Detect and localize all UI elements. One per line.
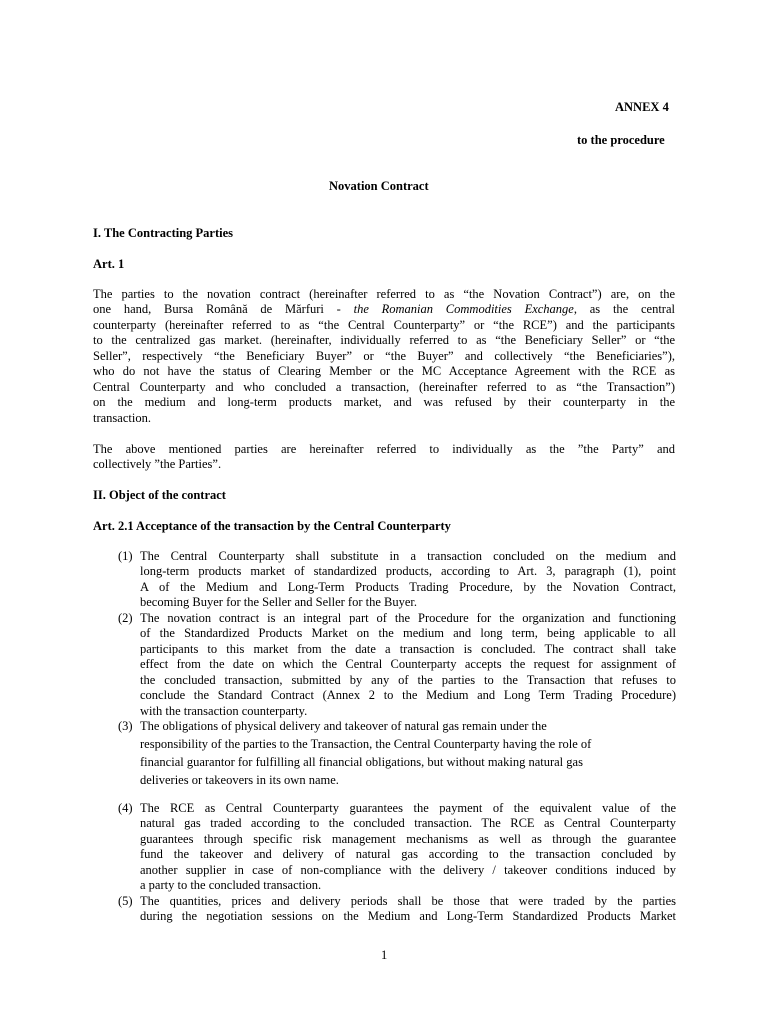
list-item-line: another supplier in case of non-compliance with the delivery / takeover conditions induced by	[140, 863, 676, 877]
paragraph-line: on the medium and long-term products market, and was refused by their counterparty in the	[93, 395, 675, 409]
paragraph-line: counterparty (hereinafter referred to as “the Central Counterparty” or “the RCE”) and the participants	[93, 318, 675, 332]
list-item-line: a party to the concluded transaction.	[140, 878, 322, 892]
article-2-1-heading: Art. 2.1 Acceptance of the transaction by the Central Counterparty	[93, 519, 451, 533]
list-item-line: during the negotiation sessions on the Medium and Long-Term Standardized Products Market	[140, 909, 676, 923]
paragraph-line: collectively ”the Parties”.	[93, 457, 222, 471]
page-number: 1	[381, 948, 388, 962]
section-2-heading: II. Object of the contract	[93, 488, 226, 502]
list-item-number: (2)	[118, 611, 133, 625]
list-item-line: fund the takeover and delivery of natural gas according to the transaction concluded by	[140, 847, 676, 861]
list-item-line: The quantities, prices and delivery periods shall be those that were traded by the parties	[140, 894, 676, 908]
paragraph-line: The parties to the novation contract (hereinafter referred to as “the Novation Contract”) are, on the	[93, 287, 675, 301]
paragraph-line: Seller”, respectively “the Beneficiary Buyer” or “the Buyer” and collectively “the Beneficiaries”),	[93, 349, 675, 363]
list-item-line: of the Standardized Products Market on the medium and long term, being applicable to all	[140, 626, 676, 640]
list-item-number: (5)	[118, 894, 133, 908]
list-item-line: conclude the Standard Contract (Annex 2 to the Medium and Long Term Trading Procedure)	[140, 688, 676, 702]
paragraph-line: who do not have the status of Clearing Member or the MC Acceptance Agreement with the RCE as	[93, 364, 675, 378]
list-item-number: (3)	[118, 719, 133, 733]
section-1-heading: I. The Contracting Parties	[93, 226, 234, 240]
list-item-line: The Central Counterparty shall substitute in a transaction concluded on the medium and	[140, 549, 676, 563]
list-item-line: A of the Medium and Long-Term Products Trading Procedure, by the Novation Contract,	[140, 580, 676, 594]
list-item-line: The RCE as Central Counterparty guarantees the payment of the equivalent value of the	[140, 801, 676, 815]
list-item-line: financial guarantor for fulfilling all financial obligations, but without making natural gas	[140, 755, 583, 769]
list-item-line: The obligations of physical delivery and takeover of natural gas remain under the	[140, 719, 547, 733]
list-item-line: The novation contract is an integral part of the Procedure for the organization and functioning	[140, 611, 676, 625]
list-item-line: the concluded transaction, submitted by any of the parties to the Transaction that refuses to	[140, 673, 676, 687]
article-1-label: Art. 1	[93, 257, 125, 271]
document-title: Novation Contract	[329, 179, 429, 193]
annex-label: ANNEX 4	[615, 100, 669, 114]
list-item-line: long-term products market of standardized products, according to Art. 3, paragraph (1), point	[140, 564, 676, 578]
list-item-number: (4)	[118, 801, 133, 815]
list-item-line: with the transaction counterparty.	[140, 704, 308, 718]
list-item-line: natural gas traded according to the concluded transaction. The RCE as Central Counterparty	[140, 816, 676, 830]
list-item-number: (1)	[118, 549, 133, 563]
list-item-line: deliveries or takeovers in its own name.	[140, 773, 339, 787]
list-item-line: becoming Buyer for the Seller and Seller for the Buyer.	[140, 595, 418, 609]
list-item-line: effect from the date on which the Central Counterparty accepts the request for assignment of	[140, 657, 676, 671]
list-item-line: guarantees through specific risk management mechanisms as well as through the guarantee	[140, 832, 676, 846]
annex-subtitle: to the procedure	[577, 133, 665, 147]
list-item-line: participants to this market from the date a transaction is concluded. The contract shall take	[140, 642, 676, 656]
paragraph-line: one hand, Bursa Română de Mărfuri - the Romanian Commodities Exchange, as the central	[93, 302, 675, 316]
list-item-line: responsibility of the parties to the Transaction, the Central Counterparty having the role of	[140, 737, 592, 751]
paragraph-line: Central Counterparty and who concluded a transaction, (hereinafter referred to as “the Transaction”)	[93, 380, 675, 394]
paragraph-line: to the centralized gas market. (hereinafter, individually referred to as “the Beneficiary Seller” or “the	[93, 333, 675, 347]
paragraph-line: transaction.	[93, 411, 151, 425]
paragraph-line: The above mentioned parties are hereinafter referred to individually as the ”the Party” and	[93, 442, 675, 456]
